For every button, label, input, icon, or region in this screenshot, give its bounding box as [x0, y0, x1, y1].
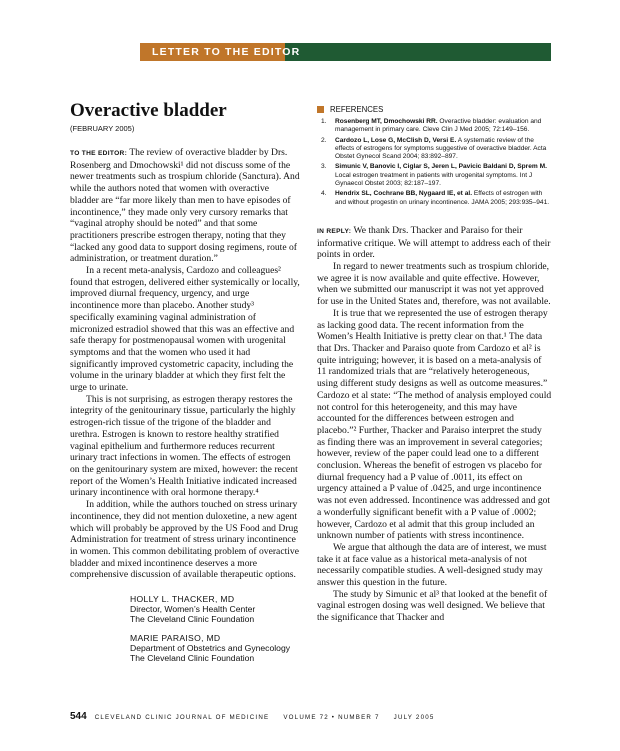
letter-paragraph-4: In addition, while the authors touched on stress urinary incontinence, they did not mention duloxetine, a new agent which will probably be approved by the US Food and Drug Administration for treatment of stress urinary incontinence in women. This common debilitating problem of overactive bladder and mixed incontinence deserves a more comprehensive discussion of available therapeutic options. [70, 499, 299, 581]
issue-date: JULY 2005 [393, 714, 435, 721]
reply-paragraph-1: IN REPLY: We thank Drs. Thacker and Paraiso for their informative critique. We will attempt to address each of their points in order. [317, 224, 551, 261]
signature-line: The Cleveland Clinic Foundation [130, 614, 255, 625]
signature-line: Director, Women’s Health Center [130, 604, 256, 615]
section-label: LETTER TO THE EDITOR [152, 46, 301, 58]
left-column [70, 100, 300, 663]
signature-line: Department of Obstetrics and Gynecology [130, 643, 291, 654]
signature-line: The Cleveland Clinic Foundation [130, 653, 255, 664]
references-heading: REFERENCES [317, 105, 552, 114]
signature-name: HOLLY L. THACKER, MD [130, 594, 235, 605]
letter-paragraph-1: TO THE EDITOR: The review of overactive bladder by Drs. Rosenberg and Dmochowski¹ did not discuss some of the newer treatments such as trospium chloride (Sanctura). And while the authors noted that women with overactive bladder are “far more likely than men to have episodes of incontinence,” they made only very cursory remarks that “vaginal atrophy should be noted” and that some practitioners prescribe estrogen therapy, noting that they “lacked any good data to support dosing regimens, route of administration, or treatment duration.” [70, 147, 300, 265]
reference-item: 2. Cardozo L, Lose G, McClish D, Versi E. A systematic review of the effects of estrogens for symptoms suggestive of overactive bladder. Acta Obstet Gynecol Scand 2004; 83:892–897. [321, 136, 547, 161]
page-footer [70, 711, 570, 722]
square-bullet-icon [317, 106, 324, 113]
signature-thacker [130, 594, 300, 624]
reply-lead: IN REPLY: [317, 227, 352, 235]
volume-number: VOLUME 72 • NUMBER 7 [283, 714, 380, 721]
letter-paragraph-3: This is not surprising, as estrogen therapy restores the integrity of the genitourinary tissue, particularly the highly estrogen-rich tissue of the trigone of the bladder and urethra. Estrogen is known to restore healthy stratified vaginal epithelium and furthermore reduces recurrent urinary tract infections in women. The effects of estrogen on the genitourinary system are mixed, however: the recent report of the Women’s Health Initiative indicated increased urinary incontinence with oral hormone therapy.⁴ [70, 393, 298, 499]
reference-item: 4. Hendrix SL, Cochrane BB, Nygaard IE, et al. Effects of estrogen with and without progestin on urinary incontinence. JAMA 2005; 293:935–941. [321, 190, 550, 206]
article-title: Overactive bladder [70, 100, 227, 121]
reference-item: 1. Rosenberg MT, Dmochowski RR. Overactive bladder: evaluation and management in primary care. Cleve Clin J Med 2005; 72:149–156. [321, 118, 542, 134]
reply-paragraph-3: It is true that we represented the use of estrogen therapy as lacking good data. The recent information from the Women’s Health Initiative is pretty clear on that.¹ The data that Drs. Thacker and Paraiso quote from Cardozo et al² is quite intriguing; however, it is based on a meta-analysis of 11 randomized trials that are “relatively heterogeneous, using different study designs as well as outcome measures.” Cardozo et al state: “The method of analysis employed could not control for this heterogeneity, and this may have accounted for the differences between estrogen and placebo.”² Further, Thacker and Paraiso interpret the study as finding there was an improvement in several categories; however, review of the paper could lead one to a different conclusion. Whereas the benefit of estrogen vs placebo for diurnal frequency had a P value of .0011, its effect on urgency attained a P value of .0425, and urge incontinence was not even addressed. Incontinence was addressed and got a wonderfully significant benefit with a P value of .0002; however, Cardozo et al admit that this group included an unknown number of patients with stress incontinence. [317, 307, 552, 542]
signature-name: MARIE PARAISO, MD [130, 633, 221, 644]
page-number: 544 [70, 711, 87, 722]
letter-lead: TO THE EDITOR: [70, 150, 128, 157]
reply-section [317, 225, 552, 624]
references-list [317, 118, 552, 207]
reference-item: 3. Simunic V, Banovic I, Ciglar S, Jeren L, Pavicic Baldani D, Sprem M. Local estrogen treatment in patients with urogenital symptoms. Int J Gynaecol Obstet 2003; 82:187–197. [321, 163, 547, 188]
reply-paragraph-2: In regard to newer treatments such as trospium chloride, we agree it is now available and quite effective. However, when we submitted our manuscript it was not yet approved for use in the United States and, therefore, was not available. [317, 261, 551, 308]
reply-paragraph-4: We argue that although the data are of interest, we must take it at face value as a historical meta-analysis of not necessarily compatible studies. A well-designed study may answer this question in the future. [317, 541, 547, 589]
right-column [317, 105, 552, 624]
signature-paraiso [130, 633, 300, 663]
article-date: (FEBRUARY 2005) [70, 124, 135, 133]
reply-paragraph-5: The study by Simunic et al³ that looked at the benefit of vaginal estrogen dosing was well designed. We believe that the significance that Thacker and [317, 588, 548, 624]
section-banner [140, 43, 551, 61]
banner-green-block [285, 43, 551, 61]
journal-name: CLEVELAND CLINIC JOURNAL OF MEDICINE [94, 714, 270, 721]
letter-paragraph-2: In a recent meta-analysis, Cardozo and colleagues² found that estrogen, delivered either systemically or locally, improved diurnal frequency, urgency, and urge incontinence more than placebo. Another study³ specifically examining vaginal administration of micronized estradiol showed that this was an effective and safe therapy for postmenopausal women with urogenital symptoms and that the women who used it had significantly improved cystometric capacity, including the volume in the urinary bladder at which they first felt the urge to urinate. [70, 265, 300, 394]
